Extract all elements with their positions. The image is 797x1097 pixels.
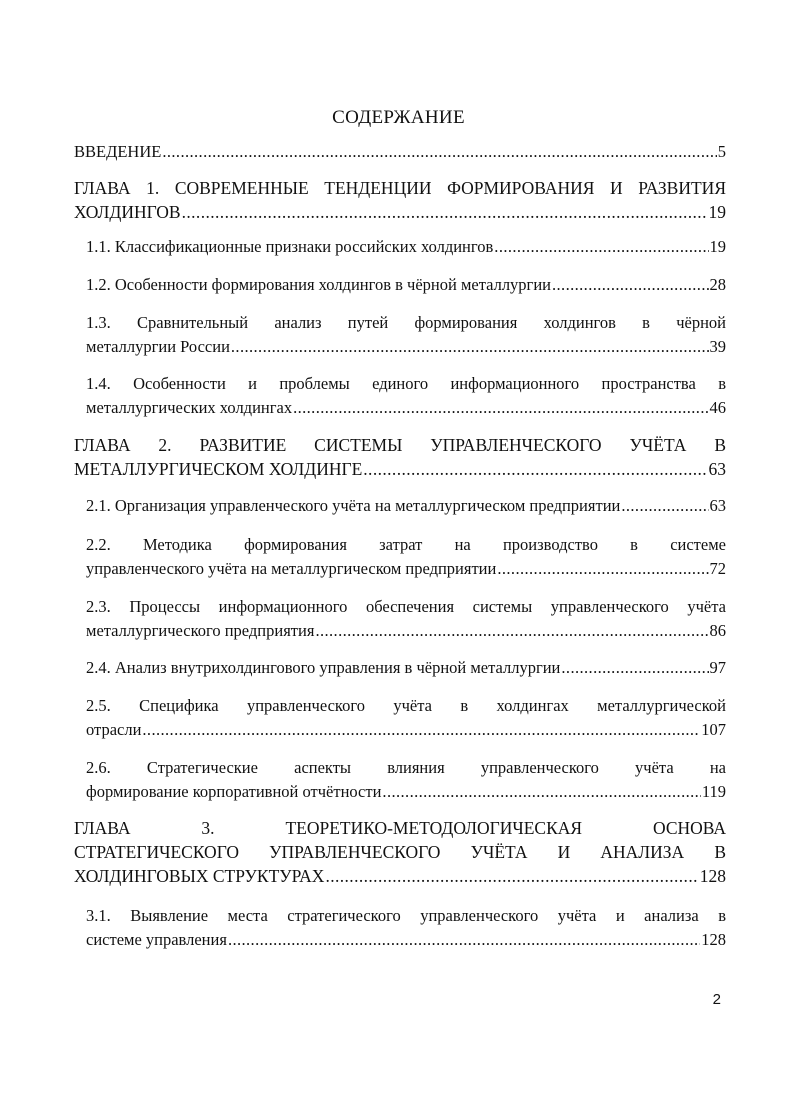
- toc-label-line-1: 3.1. Выявление места стратегического управленческого учёта и анализа в: [86, 906, 726, 925]
- toc-entry-chapter-2[interactable]: [74, 433, 726, 481]
- toc-page-number: 5: [717, 142, 726, 161]
- toc-label-line-2: МЕТАЛЛУРГИЧЕСКОМ ХОЛДИНГЕ: [74, 459, 363, 479]
- toc-label-line-3: ХОЛДИНГОВЫХ СТРУКТУРАХ: [74, 866, 325, 886]
- toc-page-number: 86: [709, 621, 726, 640]
- toc-label-line-2: формирование корпоративной отчётности: [86, 782, 382, 801]
- toc-page-number: 72: [709, 559, 726, 578]
- toc-label: 2.1. Организация управленческого учёта на металлургическом предприятии: [86, 496, 621, 515]
- toc-label-line-1: 1.3. Сравнительный анализ путей формирования холдингов в чёрной: [86, 313, 726, 332]
- toc-page-number: 63: [708, 459, 726, 479]
- page-number: 2: [712, 991, 721, 1008]
- dot-leader: [494, 235, 708, 259]
- page-title: СОДЕРЖАНИЕ: [332, 107, 465, 128]
- dot-leader: [228, 928, 700, 952]
- toc-page-number: 19: [708, 202, 726, 222]
- dot-leader: [382, 780, 700, 804]
- toc-page-number: 19: [709, 237, 726, 256]
- toc-label: 1.1. Классификационные признаки российских холдингов: [86, 237, 494, 256]
- toc-page-number: 128: [701, 930, 726, 949]
- toc-entry-1-4[interactable]: [86, 372, 726, 420]
- toc-label: ВВЕДЕНИЕ: [74, 142, 162, 161]
- dot-leader: [363, 457, 707, 481]
- toc-entry-chapter-3[interactable]: [74, 816, 726, 888]
- toc-label-line-1: 2.3. Процессы информационного обеспечения системы управленческого учёта: [86, 597, 726, 616]
- dot-leader: [142, 718, 700, 742]
- toc-label-line-2: отрасли: [86, 720, 142, 739]
- toc-entry-chapter-1[interactable]: [74, 176, 726, 224]
- toc-entry-2-4[interactable]: [86, 656, 726, 680]
- toc-page-number: 28: [709, 275, 726, 294]
- toc-label-line-2: металлургии России: [86, 337, 230, 356]
- toc-entry-2-3[interactable]: [86, 595, 726, 643]
- toc-label-line-2: металлургических холдингах: [86, 398, 293, 417]
- dot-leader: [561, 656, 708, 680]
- dot-leader: [182, 200, 708, 224]
- toc-entry-1-2[interactable]: [86, 273, 726, 297]
- toc-entry-2-2[interactable]: [86, 533, 726, 581]
- dot-leader: [621, 494, 708, 518]
- toc-label-line-2: управленческого учёта на металлургическом предприятии: [86, 559, 497, 578]
- toc-label-line-1: 2.6. Стратегические аспекты влияния управленческого учёта на: [86, 758, 726, 777]
- toc-page-number: 97: [709, 658, 726, 677]
- toc-label-line-1: ГЛАВА 2. РАЗВИТИЕ СИСТЕМЫ УПРАВЛЕНЧЕСКОГО УЧЁТА В: [74, 435, 726, 455]
- toc-label-line-2: ХОЛДИНГОВ: [74, 202, 181, 222]
- toc-entry-2-6[interactable]: [86, 756, 726, 804]
- toc-entry-2-1[interactable]: [86, 494, 726, 518]
- toc-label-line-1: ГЛАВА 1. СОВРЕМЕННЫЕ ТЕНДЕНЦИИ ФОРМИРОВАНИЯ И РАЗВИТИЯ: [74, 178, 726, 198]
- toc-label: 2.4. Анализ внутрихолдингового управления в чёрной металлургии: [86, 658, 561, 677]
- dot-leader: [293, 396, 708, 420]
- toc-page-number: 63: [709, 496, 726, 515]
- toc-page-number: 46: [709, 398, 726, 417]
- toc-label-line-1: 2.2. Методика формирования затрат на производство в системе: [86, 535, 726, 554]
- toc-entry-3-1[interactable]: [86, 904, 726, 952]
- toc-label-line-1: ГЛАВА 3. ТЕОРЕТИКО-МЕТОДОЛОГИЧЕСКАЯ ОСНОВА: [74, 818, 726, 838]
- toc-page-number: 128: [699, 866, 726, 886]
- toc-label-line-2: СТРАТЕГИЧЕСКОГО УПРАВЛЕНЧЕСКОГО УЧЁТА И АНАЛИЗА В: [74, 842, 726, 862]
- toc-entry-1-3[interactable]: [86, 311, 726, 359]
- toc-label-line-1: 2.5. Специфика управленческого учёта в холдингах металлургической: [86, 696, 726, 715]
- toc-page-number: 39: [709, 337, 726, 356]
- toc-label-line-1: 1.4. Особенности и проблемы единого информационного пространства в: [86, 374, 726, 393]
- toc-entry-2-5[interactable]: [86, 694, 726, 742]
- toc-page-number: 107: [701, 720, 726, 739]
- toc-label-line-2: металлургического предприятия: [86, 621, 315, 640]
- dot-leader: [162, 140, 716, 164]
- dot-leader: [315, 619, 708, 643]
- dot-leader: [231, 335, 709, 359]
- toc-page-number: 119: [701, 782, 726, 801]
- dot-leader: [325, 864, 698, 888]
- dot-leader: [552, 273, 709, 297]
- toc-entry-1-1[interactable]: [86, 235, 726, 259]
- toc-entry-introduction[interactable]: [74, 140, 726, 164]
- dot-leader: [497, 557, 708, 581]
- toc-label-line-2: системе управления: [86, 930, 227, 949]
- toc-label: 1.2. Особенности формирования холдингов в чёрной металлургии: [86, 275, 551, 294]
